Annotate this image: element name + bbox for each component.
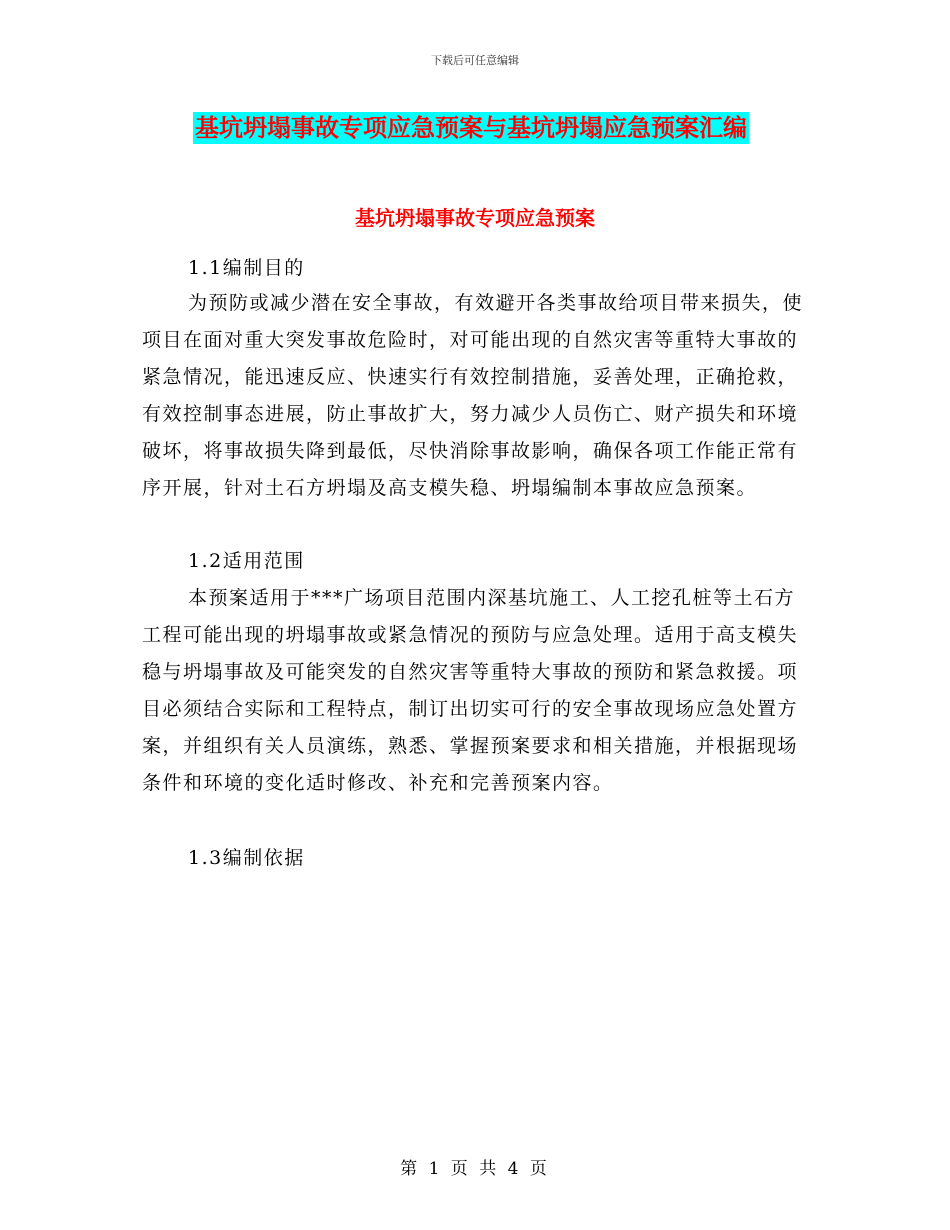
page-footer: 第 1 页 共 4 页 — [400, 1159, 550, 1179]
heading-1-1: 1.1编制目的 — [188, 257, 305, 279]
document-title: 基坑坍塌事故专项应急预案与基坑坍塌应急预案汇编 — [195, 113, 747, 142]
heading-1-2: 1.2适用范围 — [188, 550, 305, 572]
section-title: 基坑坍塌事故专项应急预案 — [355, 206, 595, 230]
paragraph-1-2: 本预案适用于***广场项目范围内深基坑施工、人工挖孔桩等土石方工程可能出现的坍塌事故或紧急情况的预防与应急处理。适用于高支模失稳与坍塌事故及可能突发的自然灾害等重特大事故的预防和紧急救援。项目必须结合实际和工程特点，制订出切实可行的安全事故现场应急处置方案，并组织有关人员演练，熟悉、掌握预案要求和相关措施，并根据现场条件和环境的变化适时修改、补充和完善预案内容。 — [142, 587, 799, 794]
heading-1-3: 1.3编制依据 — [188, 847, 305, 869]
page-header-note: 下载后可任意编辑 — [431, 54, 519, 67]
paragraph-1-1: 为预防或减少潜在安全事故，有效避开各类事故给项目带来损失，使项目在面对重大突发事故危险时，对可能出现的自然灾害等重特大事故的紧急情况，能迅速反应、快速实行有效控制措施，妥善处理，正确抢救，有效控制事态进展，防止事故扩大，努力减少人员伤亡、财产损失和环境破坏，将事故损失降到最低，尽快消除事故影响，确保各项工作能正常有序开展，针对土石方坍塌及高支模失稳、坍塌编制本事故应急预案。 — [142, 292, 804, 499]
